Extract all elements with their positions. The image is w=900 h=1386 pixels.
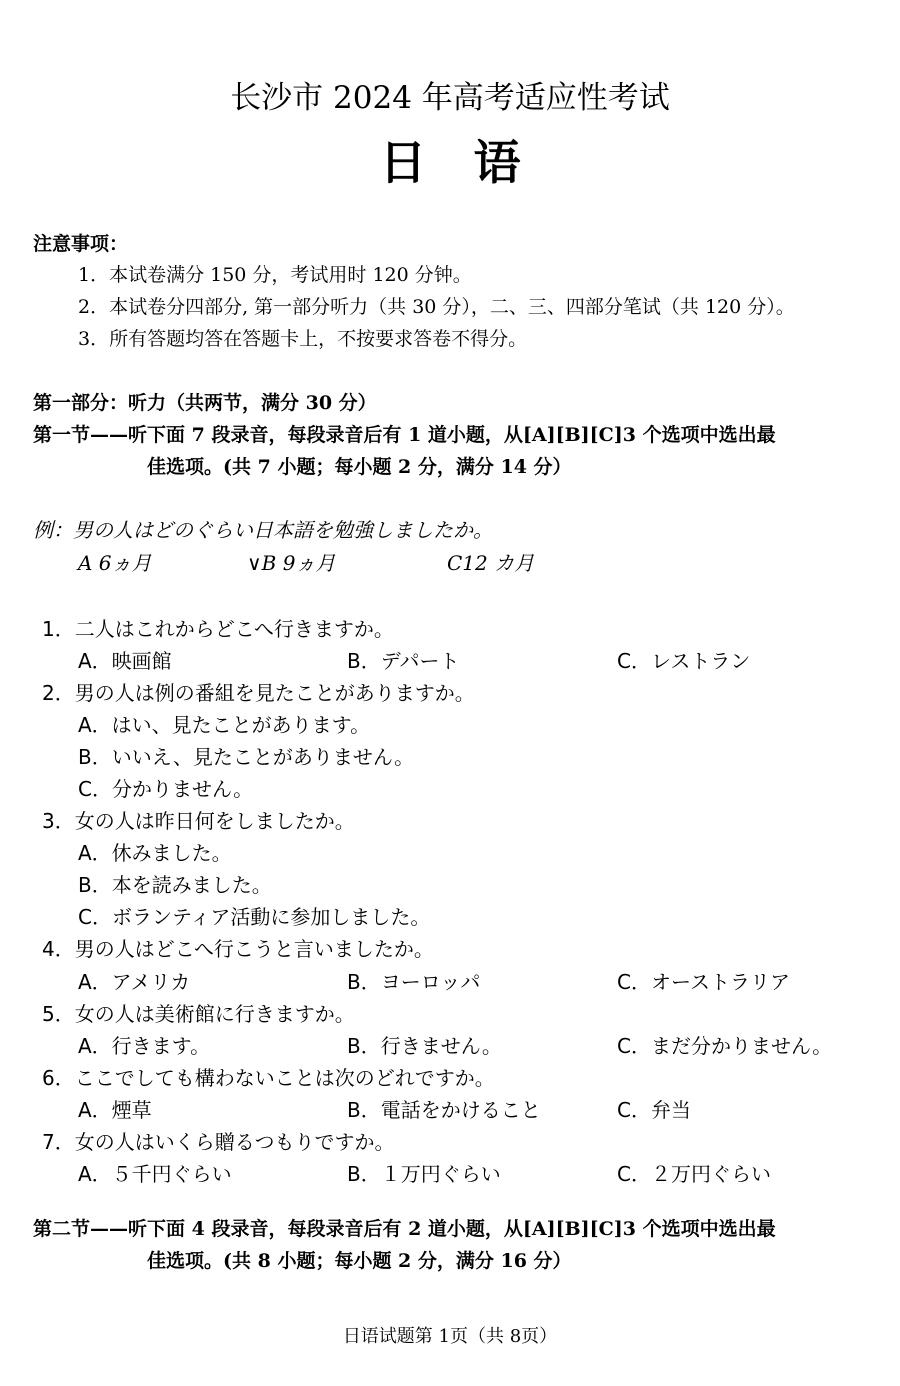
example-question: 例：男の人はどのぐらい日本語を勉強しましたか。 <box>33 518 493 542</box>
question-7: 7．女の人はいくら贈るつもりですか。 <box>42 1130 395 1154</box>
section1-instruction-cont: 佳选项。(共 7 小题；每小题 2 分，满分 14 分） <box>147 456 572 478</box>
question-6-option-c: C．弁当 <box>617 1098 691 1122</box>
subject-title: 日 语 <box>379 136 521 191</box>
notice-item-1: 1．本试卷满分 150 分，考试用时 120 分钟。 <box>78 264 472 286</box>
part1-heading: 第一部分：听力（共两节，满分 30 分） <box>33 392 377 414</box>
question-1: 1．二人はこれからどこへ行きますか。 <box>42 617 394 641</box>
question-6-option-b: B．電話をかけること <box>347 1098 541 1122</box>
question-6-option-a: A．煙草 <box>78 1098 152 1122</box>
section2-instruction: 第二节——听下面 4 段录音，每段录音后有 2 道小题，从[A][B][C]3 个选项中选出最 <box>33 1218 776 1240</box>
question-4-option-a: A．アメリカ <box>78 970 191 994</box>
question-7-option-c: C．２万円ぐらい <box>617 1162 771 1186</box>
page-footer: 日语试题第 1页（共 8页） <box>342 1326 558 1347</box>
example-option-a: A 6ヵ月 <box>78 551 152 575</box>
question-2-option-b: B．いいえ、見たことがありません。 <box>78 745 415 769</box>
question-4: 4．男の人はどこへ行こうと言いましたか。 <box>42 937 434 961</box>
question-1-option-c: C．レストラン <box>617 649 751 673</box>
exam-title: 长沙市 2024 年高考适应性考试 <box>230 80 670 116</box>
question-6: 6．ここでしても構わないことは次のどれですか。 <box>42 1066 495 1090</box>
question-5-option-b: B．行きません。 <box>347 1034 502 1058</box>
question-4-option-c: C．オーストラリア <box>617 970 790 994</box>
question-1-option-a: A．映画館 <box>78 649 172 673</box>
question-3: 3．女の人は昨日何をしましたか。 <box>42 809 355 833</box>
notice-heading: 注意事项： <box>33 233 129 255</box>
question-7-option-b: B．１万円ぐらい <box>347 1162 501 1186</box>
example-option-c: C12 カ月 <box>447 551 535 575</box>
question-1-option-b: B．デパート <box>347 649 460 673</box>
notice-item-2: 2．本试卷分四部分, 第一部分听力（共 30 分），二、三、四部分笔试（共 120 分）。 <box>78 296 795 318</box>
question-2-option-c: C．分かりません。 <box>78 777 254 801</box>
question-3-option-b: B．本を読みました。 <box>78 873 272 897</box>
question-3-option-a: A．休みました。 <box>78 841 232 865</box>
question-7-option-a: A．５千円ぐらい <box>78 1162 232 1186</box>
notice-item-3: 3．所有答题均答在答题卡上，不按要求答卷不得分。 <box>78 328 528 350</box>
section2-instruction-cont: 佳选项。(共 8 小题；每小题 2 分，满分 16 分） <box>147 1250 572 1272</box>
question-3-option-c: C．ボランティア活動に参加しました。 <box>78 905 431 929</box>
example-option-b: ∨B 9ヵ月 <box>247 551 336 575</box>
question-5-option-a: A．行きます。 <box>78 1034 211 1058</box>
question-5: 5．女の人は美術館に行きますか。 <box>42 1002 355 1026</box>
question-2-option-a: A．はい、見たことがあります。 <box>78 713 371 737</box>
question-5-option-c: C．まだ分かりません。 <box>617 1034 833 1058</box>
question-4-option-b: B．ヨーロッパ <box>347 970 481 994</box>
question-2: 2．男の人は例の番組を見たことがありますか。 <box>42 681 475 705</box>
section1-instruction: 第一节——听下面 7 段录音，每段录音后有 1 道小题，从[A][B][C]3 个选项中选出最 <box>33 424 776 446</box>
